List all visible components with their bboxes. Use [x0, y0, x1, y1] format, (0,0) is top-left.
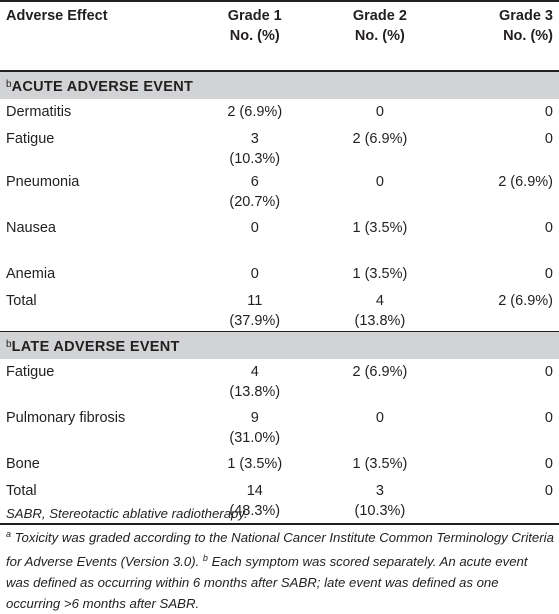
cell-grade-3 — [444, 126, 559, 169]
cell-grade-3-line: 2 (6.9%) — [498, 174, 553, 190]
cell-grade-1 — [194, 405, 316, 451]
cell-adverse-effect: Total — [0, 478, 194, 524]
section-header-row — [0, 332, 559, 360]
cell-grade-3-line: 0 — [544, 483, 553, 499]
cell-grade-2-line: 1 (3.5%) — [352, 266, 408, 282]
cell-grade-1-line: 14 — [246, 483, 263, 499]
cell-grade-2 — [316, 359, 445, 405]
cell-grade-2 — [316, 126, 445, 169]
table-row — [0, 451, 559, 478]
header-grade-3: Grade 3 No. (%) — [499, 8, 553, 44]
cell-grade-1-line: (10.3%) — [229, 151, 281, 167]
cell-grade-2 — [316, 169, 445, 215]
cell-grade-2 — [316, 99, 445, 126]
cell-grade-3 — [444, 215, 559, 261]
cell-adverse-effect: Fatigue — [6, 364, 55, 380]
cell-grade-1-line: 2 (6.9%) — [227, 104, 283, 120]
cell-grade-1-line: 4 — [250, 364, 259, 380]
cell-grade-1-line: 0 — [250, 266, 259, 282]
cell-grade-1-line: (20.7%) — [229, 194, 281, 210]
footnote-notes — [6, 524, 554, 614]
cell-grade-3 — [444, 169, 559, 215]
cell-grade-2-line: 4 — [375, 293, 384, 309]
cell-grade-1 — [194, 451, 316, 478]
header-row — [0, 1, 559, 71]
table-row — [0, 359, 559, 405]
cell-grade-1 — [194, 359, 316, 405]
cell-grade-2-line: 2 (6.9%) — [352, 131, 408, 147]
cell-grade-1-line: 0 — [250, 220, 259, 236]
cell-grade-1 — [194, 169, 316, 215]
cell-grade-2-line: 3 — [375, 483, 384, 499]
cell-grade-3-line: 0 — [544, 104, 553, 120]
cell-grade-3-line: 0 — [544, 410, 553, 426]
cell-grade-2-line: 0 — [375, 410, 384, 426]
cell-grade-2-line: (13.8%) — [354, 313, 406, 329]
cell-adverse-effect: Bone — [6, 456, 40, 472]
cell-grade-2-line: 0 — [375, 104, 384, 120]
cell-adverse-effect: Fatigue — [6, 131, 55, 147]
table-footnotes — [6, 503, 554, 614]
cell-grade-2 — [316, 405, 445, 451]
cell-grade-1 — [194, 99, 316, 126]
cell-grade-2 — [316, 288, 445, 332]
cell-grade-3 — [444, 359, 559, 405]
cell-grade-2 — [316, 261, 445, 288]
cell-grade-1-line: 9 — [250, 410, 259, 426]
cell-adverse-effect: Dermatitis — [6, 104, 72, 120]
cell-adverse-effect: Pneumonia — [6, 174, 80, 190]
section-footnote-marker: b — [6, 78, 12, 90]
cell-grade-1-line: 3 — [250, 131, 259, 147]
cell-grade-2 — [316, 215, 445, 261]
header-grade-2: Grade 2 No. (%) — [352, 8, 407, 44]
table-row — [0, 99, 559, 126]
cell-grade-3-line: 0 — [544, 364, 553, 380]
cell-grade-3 — [444, 451, 559, 478]
table-row — [0, 169, 559, 215]
table-row — [0, 215, 559, 261]
footnote-a-text: Toxicity was graded according to the National Cancer Institute Common Terminology Criteria for Adverse Events (Version 3.0). — [6, 530, 554, 569]
footnote-abbreviation: SABR, Stereotactic ablative radiotherapy. — [6, 506, 248, 521]
cell-grade-1-line: 6 — [250, 174, 259, 190]
cell-grade-3 — [444, 288, 559, 332]
footnote-a-marker: a — [6, 529, 12, 539]
cell-grade-3-line: 0 — [544, 456, 553, 472]
cell-grade-1-line: (48.3%) — [229, 503, 281, 519]
cell-grade-3 — [444, 99, 559, 126]
cell-adverse-effect: Nausea — [6, 220, 56, 236]
section-title-text: LATE ADVERSE EVENT — [11, 338, 180, 355]
table-row — [0, 261, 559, 288]
cell-grade-2-line: 1 (3.5%) — [352, 220, 408, 236]
table-row — [0, 405, 559, 451]
header-adverse-effect: Adverse Effect — [6, 8, 108, 24]
cell-grade-1-line: 11 — [247, 293, 263, 309]
section-footnote-marker: b — [6, 338, 12, 350]
header-grade-1: Grade 1 No. (%) — [227, 8, 282, 44]
cell-grade-3-line: 0 — [544, 131, 553, 147]
cell-grade-2-line: 1 (3.5%) — [352, 456, 408, 472]
cell-grade-1 — [194, 288, 316, 332]
cell-grade-3-line: 0 — [544, 266, 553, 282]
section-title — [0, 71, 559, 99]
section-header-row — [0, 71, 559, 99]
table-row — [0, 126, 559, 169]
cell-grade-3 — [444, 261, 559, 288]
footnote-b-text: Each symptom was scored separately. An acute event was defined as occurring within 6 months after SABR; late event was defined as one occurring >6 months after SABR. — [6, 554, 528, 611]
section-title — [0, 332, 559, 360]
cell-grade-1-line: (31.0%) — [229, 430, 281, 446]
cell-grade-2-line: 0 — [375, 174, 384, 190]
cell-grade-3 — [444, 405, 559, 451]
cell-adverse-effect: Anemia — [6, 266, 56, 282]
cell-grade-2-line: (10.3%) — [354, 503, 406, 519]
section-title-text: ACUTE ADVERSE EVENT — [11, 78, 194, 95]
cell-grade-1 — [194, 215, 316, 261]
cell-grade-3-line: 2 (6.9%) — [498, 293, 553, 309]
table-row — [0, 288, 559, 332]
cell-grade-2-line: 2 (6.9%) — [352, 364, 408, 380]
footnote-b-marker: b — [202, 553, 208, 563]
cell-adverse-effect: Pulmonary fibrosis — [6, 410, 126, 426]
cell-grade-3-line: 0 — [544, 220, 553, 236]
cell-grade-1 — [194, 261, 316, 288]
cell-grade-1 — [194, 126, 316, 169]
cell-grade-2 — [316, 451, 445, 478]
cell-grade-1-line: (37.9%) — [229, 313, 281, 329]
cell-grade-1-line: (13.8%) — [229, 384, 281, 400]
cell-grade-1-line: 1 (3.5%) — [227, 456, 283, 472]
cell-adverse-effect: Total — [6, 293, 37, 309]
